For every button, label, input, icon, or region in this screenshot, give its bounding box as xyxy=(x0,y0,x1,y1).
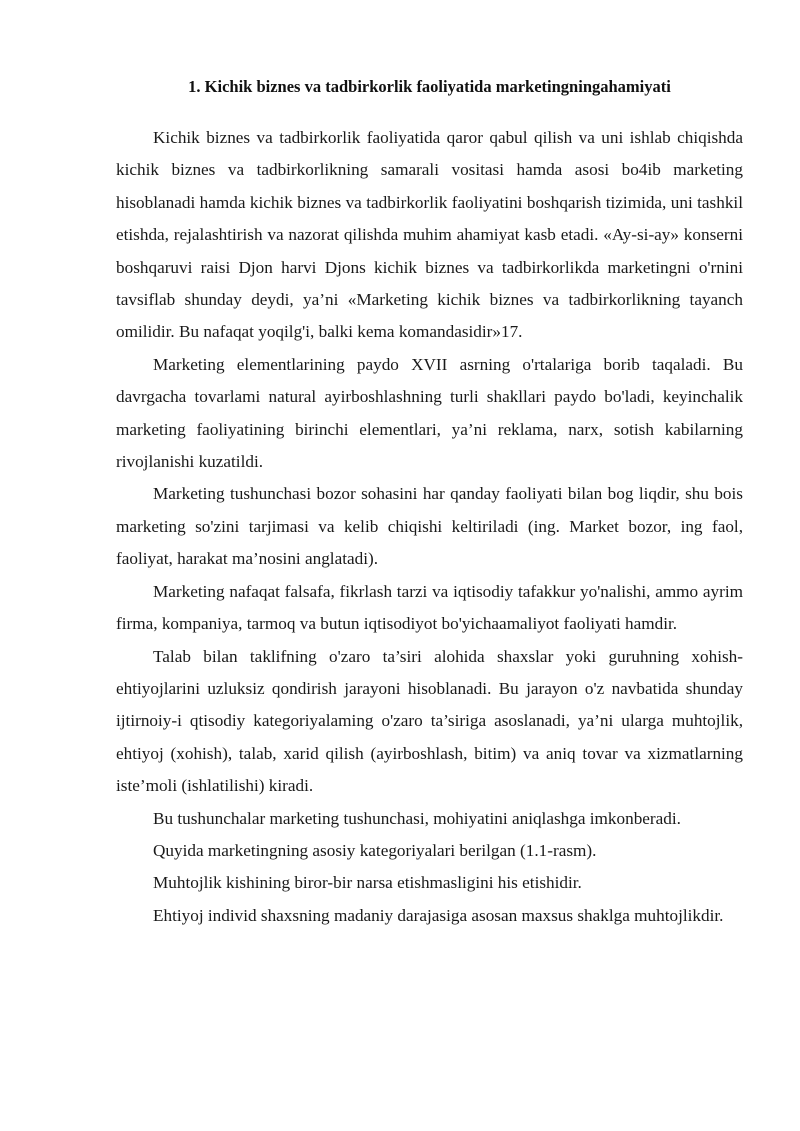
page-title: 1. Kichik biznes va tadbirkorlik faoliyatida marketingningahamiyati xyxy=(188,77,671,96)
body-text xyxy=(116,122,743,932)
paragraph: Marketing nafaqat falsafa, fikrlash tarzi va iqtisodiy tafakkur yo'nalishi, ammo ayrim firma, kompaniya, tarmoq va butun iqtisodiyot bo'yichaamaliyot faoliyati hamdir. xyxy=(116,581,743,634)
paragraph: Bu tushunchalar marketing tushunchasi, mohiyatini aniqlashga imkonberadi. xyxy=(153,808,681,828)
paragraph: Marketing elementlarining paydo XVII asrning o'rtalariga borib taqaladi. Bu davrgacha tovarlami natural ayirboshlashning turli shakllari paydo bo'ladi, keyinchalik marketing faoliyatining birinchi elementlari, ya’ni reklama, narx, sotish kabilarning rivojlanishi kuzatildi. xyxy=(116,354,743,472)
paragraph: Marketing tushunchasi bozor sohasini har qanday faoliyati bilan bog liqdir, shu bois marketing so'zini tarjimasi va kelib chiqishi keltiriladi (ing. Market bozor, ing faol, faoliyat, harakat ma’nosini anglatadi). xyxy=(116,484,743,569)
paragraph: Muhtojlik kishining biror-bir narsa etishmasligini his etishidir. xyxy=(153,873,582,893)
paragraph: Quyida marketingning asosiy kategoriyalari berilgan (1.1-rasm). xyxy=(153,840,597,860)
paragraph: Talab bilan taklifning o'zaro ta’siri alohida shaxslar yoki guruhning xohish-ehtiyojlarini uzluksiz qondirish jarayoni hisoblanadi. Bu jarayon o'z navbatida shunday ijtirnoiy-i qtisodiy kategoriyalaming o'zaro ta’siriga asoslanadi, ya’ni ularga muhtojlik, ehtiyoj (xohish), talab, xarid qilish (ayirboshlash, bitim) va aniq tovar va xizmatlarning iste’moli (ishlatilishi) kiradi. xyxy=(116,646,743,796)
paragraph: Kichik biznes va tadbirkorlik faoliyatida qaror qabul qilish va uni ishlab chiqishda kichik biznes va tadbirkorlikning samarali vositasi hamda asosi bo4ib marketing hisoblanadi hamda kichik biznes va tadbirkorlik faoliyatini boshqarish tizimida, uni tashkil etishda, rejalashtirish va nazorat qilishda muhim ahamiyat kasb etadi. «Ay-si-ay» konserni boshqaruvi raisi Djon harvi Djons kichik biznes va tadbirkorlikda marketingni o'rnini tavsiflab shunday deydi, ya’ni «Marketing kichik biznes va tadbirkorlikning tayanch omilidir. Bu nafaqat yoqilg'i, balki kema komandasidir»17. xyxy=(116,128,743,342)
paragraph: Ehtiyoj individ shaxsning madaniy darajasiga asosan maxsus shaklga muhtojlikdir. xyxy=(153,905,724,925)
